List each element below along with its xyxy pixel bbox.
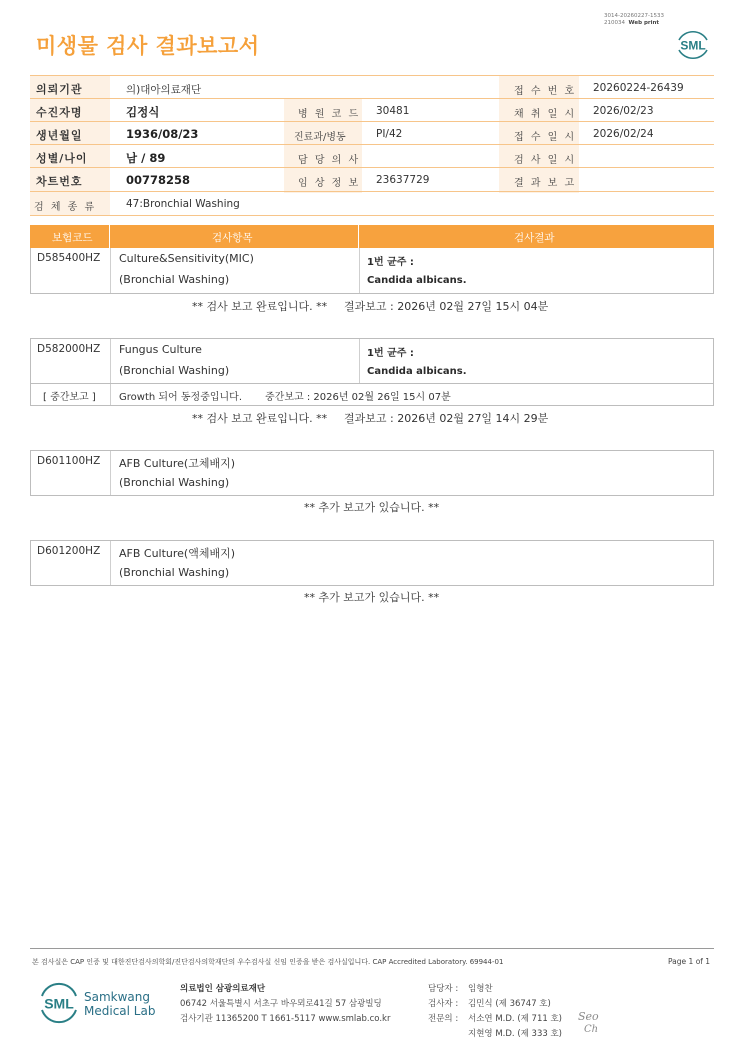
chart-number: 00778258 (126, 173, 191, 187)
results-header (30, 225, 714, 248)
collect-date-label: 채 취 일 시 (514, 109, 577, 120)
report-status: ** 추가 보고가 있습니다. ** (304, 501, 440, 514)
print-meta (604, 13, 664, 27)
info-row-4 (30, 145, 714, 168)
interim-report-row (30, 384, 714, 406)
staff-label: 담당자 : (428, 984, 459, 994)
page-number: Page 1 of 1 (668, 957, 711, 966)
staff-name: 임형찬 (468, 984, 493, 994)
col-divider (109, 225, 110, 248)
test-item: AFB Culture(액체배지) (119, 547, 236, 560)
lab-name-2: Medical Lab (84, 1004, 156, 1018)
name-label: 수진자명 (36, 106, 83, 119)
org-address: 06742 서울특별시 서초구 바우뫼로41길 57 삼광빌딩 (180, 999, 382, 1009)
receipt-no-label: 접 수 번 호 (514, 86, 577, 97)
report-status: ** 검사 보고 완료입니다. ** (192, 412, 328, 425)
chart-label: 차트번호 (36, 175, 83, 188)
cell-divider (110, 339, 111, 383)
test-specimen: (Bronchial Washing) (119, 566, 230, 579)
cell-divider (110, 248, 111, 293)
test-block-1 (30, 248, 714, 294)
logo-text: SML (680, 38, 706, 53)
info-row-1 (30, 76, 714, 99)
test-specimen: (Bronchial Washing) (119, 273, 230, 286)
report-time: 결과보고 : 2026년 02월 27일 14시 29분 (344, 412, 549, 425)
test-specimen: (Bronchial Washing) (119, 364, 230, 377)
signature-1: Seo (578, 1010, 599, 1023)
col-item: 검사항목 (212, 232, 253, 244)
cert-note: 본 검사실은 CAP 인증 및 대한진단검사의학회/진단검사의학재단의 우수검사실 신임 인증을 받은 검사실입니다. CAP Accredited Laboratory. 69944-01 (32, 958, 504, 966)
specimen-type: 47:Bronchial Washing (126, 198, 240, 210)
hospital-code: 30481 (376, 105, 410, 117)
report-status: ** 검사 보고 완료입니다. ** (192, 300, 328, 313)
divider (30, 215, 714, 216)
specimen-label: 검 체 종 류 (34, 202, 97, 213)
print-type: Web print (628, 20, 660, 26)
request-org: 의)대아의료재단 (126, 84, 202, 96)
patient-name: 김정식 (126, 105, 160, 119)
receipt-date-label: 접 수 일 시 (514, 132, 577, 143)
examiner-label: 검사자 : (428, 999, 459, 1009)
interim-time: 중간보고 : 2026년 02월 26일 15시 07분 (265, 392, 451, 403)
birth-date: 1936/08/23 (126, 127, 199, 141)
sml-logo-icon (674, 26, 712, 64)
col-result: 검사결과 (514, 232, 555, 244)
request-org-label: 의뢰기관 (36, 83, 83, 96)
insurance-code: D601100HZ (37, 455, 101, 467)
specialist-2: 지현영 M.D. (제 333 호) (468, 1029, 563, 1039)
test-item: Culture&Sensitivity(MIC) (119, 252, 254, 265)
cell-divider (359, 339, 360, 383)
dept-label: 진료과/병동 (294, 132, 346, 143)
report-title: 미생물 검사 결과보고서 (36, 34, 260, 58)
cell-divider (359, 248, 360, 293)
cell-divider (110, 541, 111, 585)
info-row-3 (30, 122, 714, 145)
info-row-6 (30, 192, 714, 215)
info-row-2 (30, 99, 714, 122)
info-row-5 (30, 168, 714, 191)
print-time: 210034 (604, 20, 625, 26)
insurance-code: D585400HZ (37, 252, 101, 264)
strain-label: 1번 균주 : (367, 257, 414, 268)
dept: PI/42 (376, 128, 403, 140)
strain-value: Candida albicans. (367, 366, 467, 377)
interim-tag: [ 중간보고 ] (43, 392, 96, 403)
birth-label: 생년월일 (36, 129, 83, 142)
signature-2: Ch (584, 1024, 599, 1035)
clinical-info: 23637729 (376, 174, 430, 186)
report-label: 결 과 보 고 (514, 178, 577, 189)
test-item: AFB Culture(고체배지) (119, 457, 236, 470)
test-block-4 (30, 540, 714, 586)
sml-footer-logo-icon (36, 980, 82, 1026)
sex-age-label: 성별/나이 (36, 152, 88, 165)
col-divider (358, 225, 359, 248)
receipt-no: 20260224-26439 (593, 82, 684, 94)
doctor-label: 담 당 의 사 (298, 155, 361, 166)
cell-divider (110, 451, 111, 495)
print-id: 3014-20260227-1533 (604, 13, 664, 19)
footer-logo-text: SML (44, 995, 74, 1012)
examiner-name: 김민식 (제 36747 호) (468, 999, 551, 1009)
test-item: Fungus Culture (119, 343, 202, 356)
interim-text: Growth 되어 동정중입니다. (119, 392, 243, 403)
footer-divider (30, 948, 714, 949)
collect-date: 2026/02/23 (593, 105, 654, 117)
col-code: 보험코드 (52, 232, 93, 244)
test-date-label: 검 사 일 시 (514, 155, 577, 166)
strain-label: 1번 균주 : (367, 348, 414, 359)
test-specimen: (Bronchial Washing) (119, 476, 230, 489)
sex-age: 남 / 89 (126, 151, 166, 165)
lab-name-1: Samkwang (84, 990, 150, 1004)
clinical-label: 임 상 정 보 (298, 178, 361, 189)
receipt-date: 2026/02/24 (593, 128, 654, 140)
insurance-code: D582000HZ (37, 343, 101, 355)
specialist-1: 서소연 M.D. (제 711 호) (468, 1014, 563, 1024)
hospital-code-label: 병 원 코 드 (298, 109, 361, 120)
specialist-label: 전문의 : (428, 1014, 459, 1024)
insurance-code: D601200HZ (37, 545, 101, 557)
report-status: ** 추가 보고가 있습니다. ** (304, 591, 440, 604)
org-name: 의료법인 삼광의료재단 (180, 984, 266, 994)
report-time: 결과보고 : 2026년 02월 27일 15시 04분 (344, 300, 549, 313)
strain-value: Candida albicans. (367, 275, 467, 286)
org-contact: 검사기관 11365200 T 1661-5117 www.smlab.co.kr (180, 1014, 391, 1024)
cell-divider (110, 384, 111, 405)
test-block-2 (30, 338, 714, 384)
test-block-3 (30, 450, 714, 496)
